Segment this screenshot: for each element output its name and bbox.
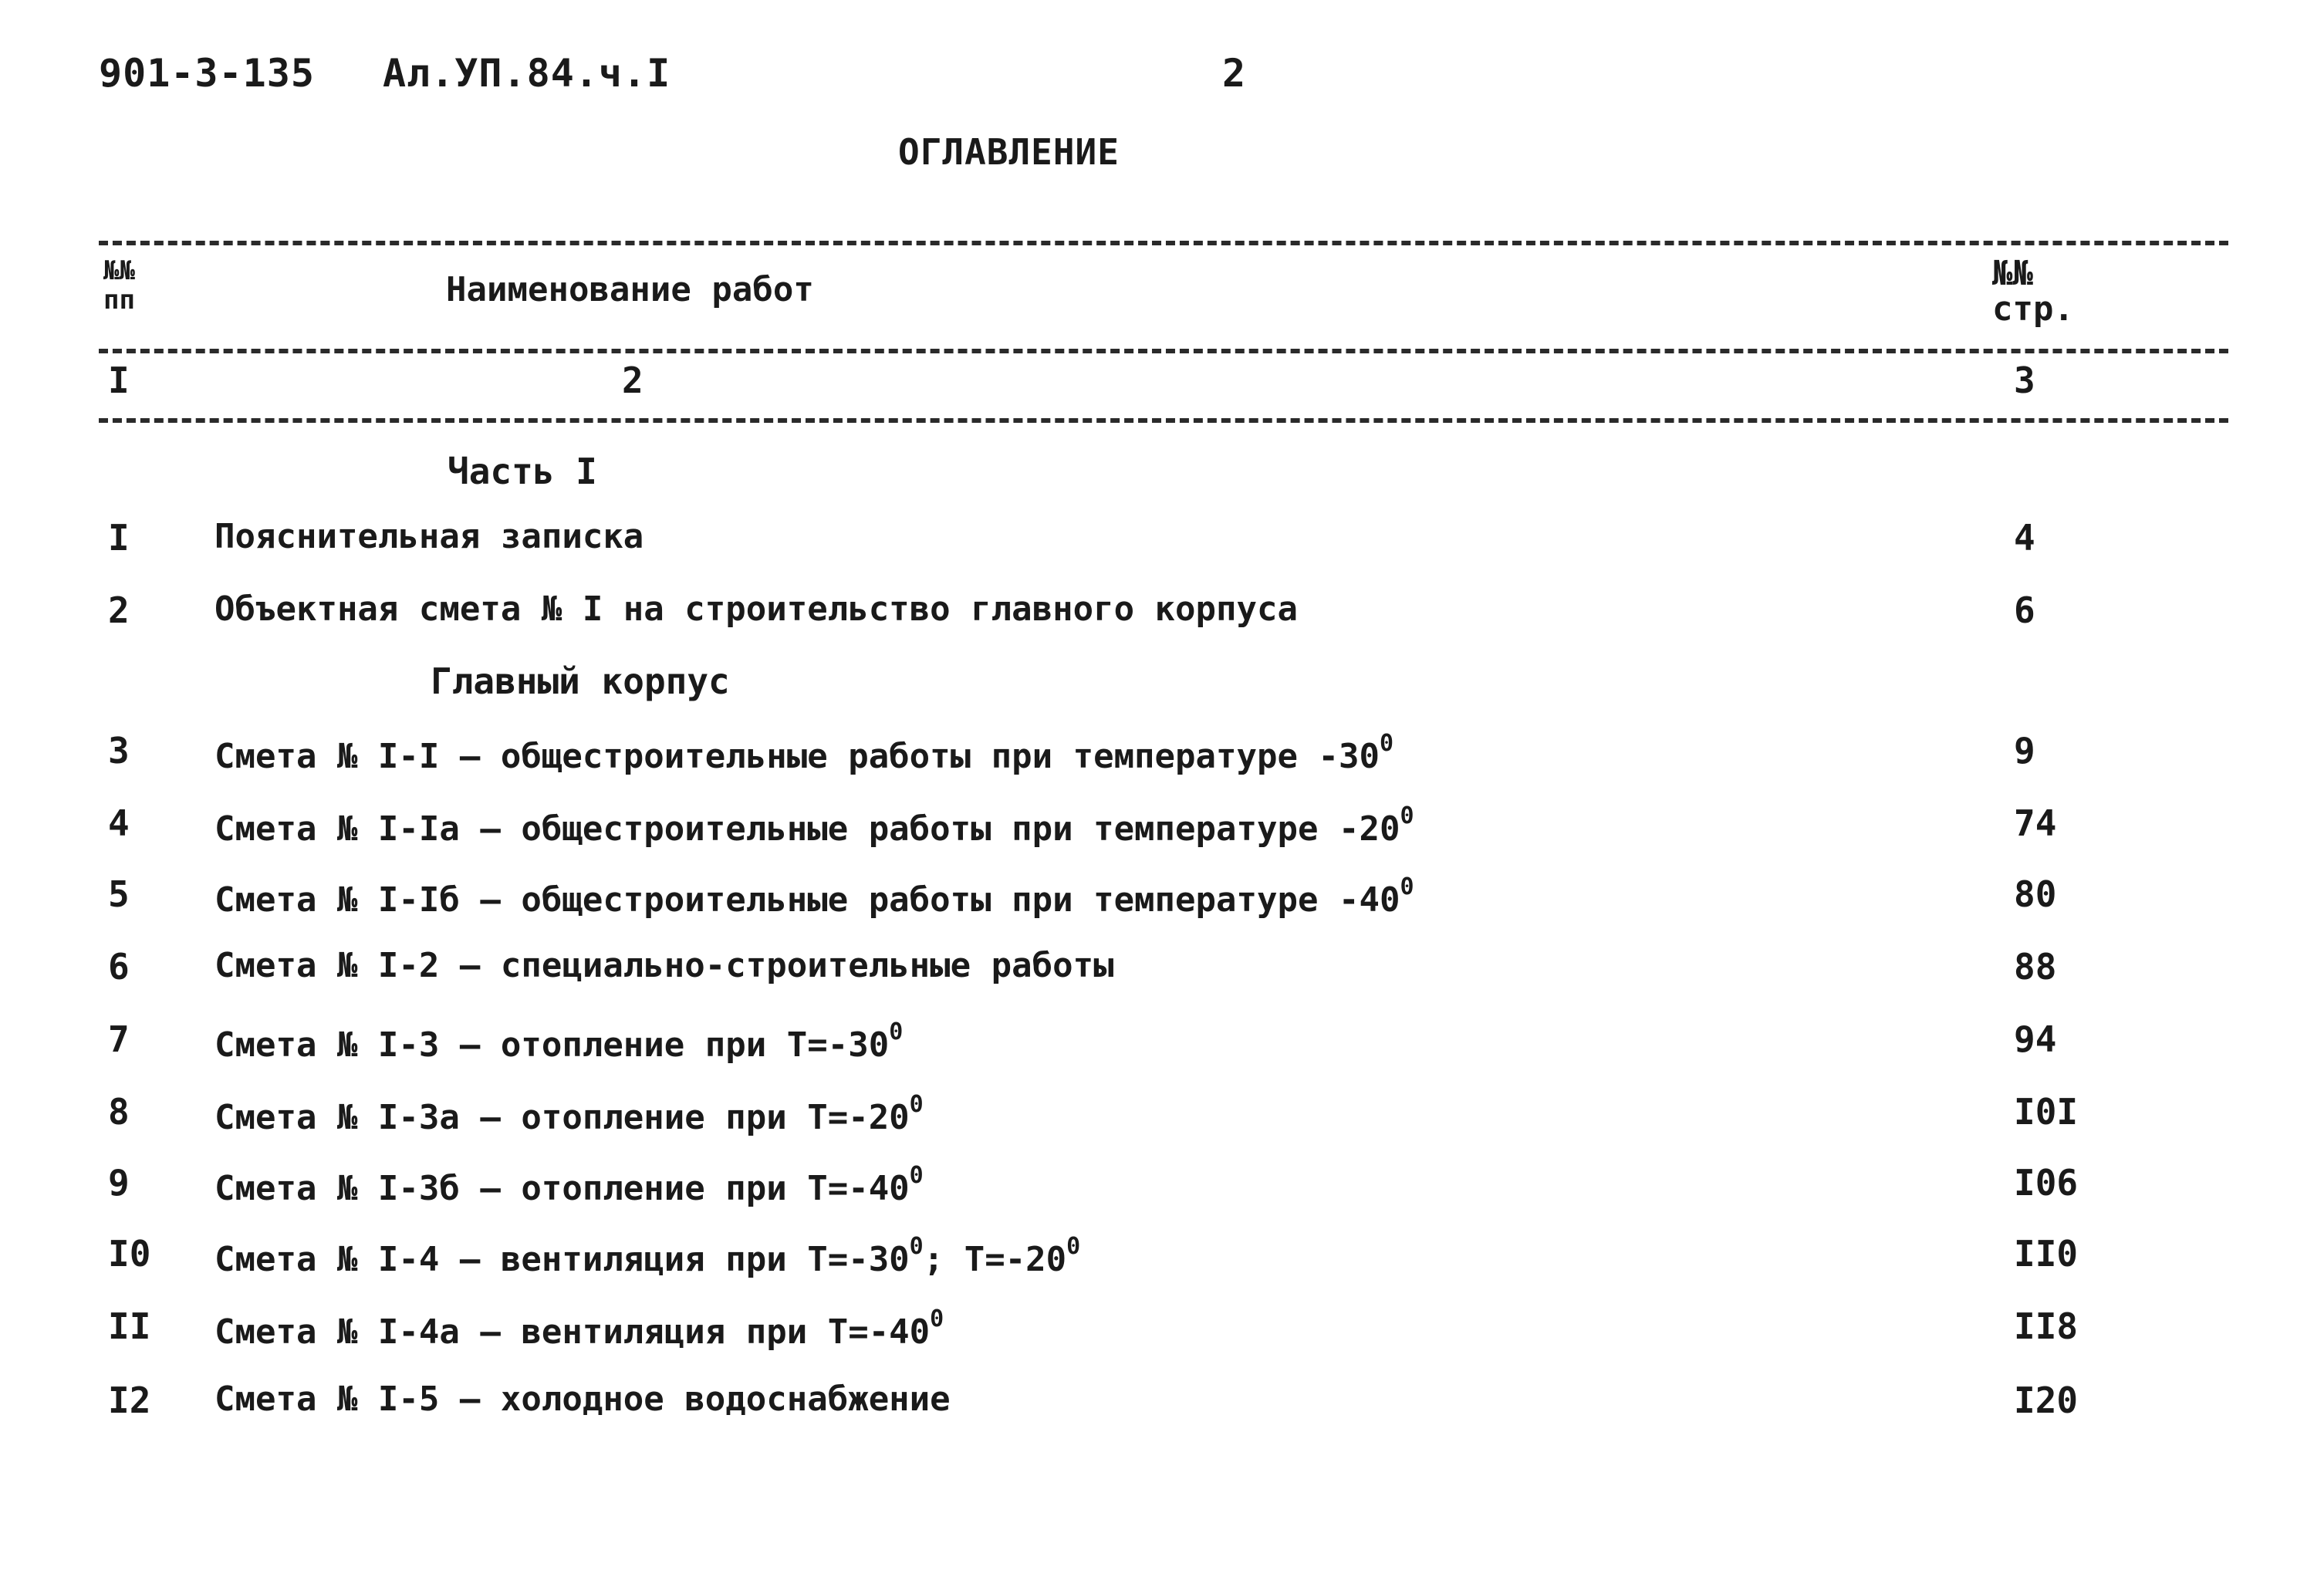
- column-page-heading-line1: №№: [1992, 254, 2033, 293]
- item-title-text: Смета № I-4 – вентиляция при Т=-30: [214, 1240, 910, 1279]
- column-index-1: I: [108, 360, 130, 401]
- item-page: 94: [2014, 1018, 2057, 1060]
- degree-mark: 0: [909, 1091, 924, 1118]
- column-number-heading: [103, 256, 135, 315]
- item-page: I20: [2014, 1380, 2079, 1421]
- degree-mark: 0: [1379, 730, 1394, 757]
- page-number: 2: [1222, 51, 1247, 96]
- item-title: [214, 802, 1414, 849]
- item-title-text: Смета № I-Iб – общестроительные работы при температуре -40: [214, 880, 1400, 920]
- page-title: ОГЛАВЛЕНИЕ: [898, 131, 1120, 173]
- item-title-text: Смета № I-3а – отопление при Т=-20: [214, 1098, 910, 1137]
- column-name-heading: Наименование работ: [446, 270, 814, 309]
- table-header-rule: [99, 349, 2228, 353]
- item-number: 6: [108, 946, 130, 988]
- column-index-3: 3: [2014, 360, 2035, 401]
- item-title-text: Смета № I-3б – отопление при Т=-40: [214, 1169, 910, 1208]
- album-code: Ал.УП.84.ч.I: [383, 51, 671, 96]
- degree-mark: 0: [1400, 873, 1414, 900]
- list-item: [0, 517, 2324, 563]
- item-number: 2: [108, 589, 130, 631]
- item-number: 3: [108, 730, 130, 772]
- item-title: [214, 946, 1114, 985]
- list-item: [0, 802, 2324, 849]
- item-number: 7: [108, 1018, 130, 1060]
- item-number: 4: [108, 802, 130, 844]
- document-code: 901-3-135: [99, 51, 315, 96]
- item-title-text: Смета № I-5 – холодное водоснабжение: [214, 1380, 951, 1419]
- item-title-text: Смета № I-2 – специально-строительные работы: [214, 946, 1114, 985]
- item-page: 9: [2014, 730, 2035, 772]
- item-title: [214, 1305, 944, 1352]
- list-item: [0, 1233, 2324, 1279]
- list-item: [0, 730, 2324, 776]
- column-number-heading-line2: пп: [103, 285, 135, 316]
- degree-mark: 0: [889, 1018, 904, 1045]
- item-title: [214, 873, 1414, 920]
- table-body-rule: [99, 418, 2228, 423]
- item-page: 74: [2014, 802, 2057, 844]
- item-title-text-cont: ; Т=-20: [923, 1240, 1067, 1279]
- degree-mark: 0: [909, 1162, 924, 1189]
- item-page: I06: [2014, 1162, 2079, 1204]
- item-title: [214, 730, 1393, 776]
- item-page: 4: [2014, 517, 2035, 559]
- item-page: II0: [2014, 1233, 2079, 1275]
- item-number: I2: [108, 1380, 151, 1421]
- item-title: [214, 1162, 924, 1208]
- part-heading: Часть I: [448, 451, 597, 492]
- table-top-rule: [99, 241, 2228, 245]
- item-title-text: Смета № I-4а – вентиляция при Т=-40: [214, 1312, 931, 1352]
- list-item: [0, 1091, 2324, 1137]
- degree-mark: 0: [930, 1305, 944, 1332]
- item-page: II8: [2014, 1305, 2079, 1347]
- list-item: [0, 1305, 2324, 1352]
- list-item: [0, 946, 2324, 992]
- list-item: [0, 873, 2324, 920]
- list-item: [0, 1018, 2324, 1065]
- column-page-heading-line2: стр.: [1992, 289, 2074, 329]
- item-number: 5: [108, 873, 130, 915]
- item-number: 9: [108, 1162, 130, 1204]
- item-title: [214, 1018, 903, 1065]
- item-number: II: [108, 1305, 151, 1347]
- column-page-heading: [1992, 256, 2074, 327]
- item-title: [214, 517, 643, 556]
- list-item: [0, 1162, 2324, 1208]
- degree-mark: 0: [1400, 802, 1414, 829]
- item-title: [214, 1233, 1080, 1279]
- item-title: [214, 589, 1298, 629]
- item-page: 6: [2014, 589, 2035, 631]
- list-item: [0, 589, 2324, 636]
- item-title-text: Смета № I-I – общестроительные работы при температуре -30: [214, 737, 1380, 776]
- item-title-text: Смета № I-Iа – общестроительные работы при температуре -20: [214, 809, 1400, 849]
- list-item: [0, 1380, 2324, 1426]
- item-title-text: Пояснительная записка: [214, 517, 644, 556]
- item-title-text: Смета № I-3 – отопление при Т=-30: [214, 1025, 890, 1065]
- item-number: I0: [108, 1233, 151, 1275]
- item-title: [214, 1380, 951, 1419]
- degree-mark: 0: [909, 1233, 924, 1260]
- item-number: I: [108, 517, 130, 559]
- section-heading-main-building: Главный корпус: [431, 660, 730, 702]
- item-title-text: Объектная смета № I на строительство главного корпуса: [214, 589, 1298, 629]
- column-number-heading-line1: №№: [103, 255, 135, 286]
- item-page: 88: [2014, 946, 2057, 988]
- column-index-2: 2: [622, 360, 643, 401]
- item-page: 80: [2014, 873, 2057, 915]
- item-page: I0I: [2014, 1091, 2079, 1133]
- degree-mark: 0: [1066, 1233, 1081, 1260]
- item-title: [214, 1091, 924, 1137]
- item-number: 8: [108, 1091, 130, 1133]
